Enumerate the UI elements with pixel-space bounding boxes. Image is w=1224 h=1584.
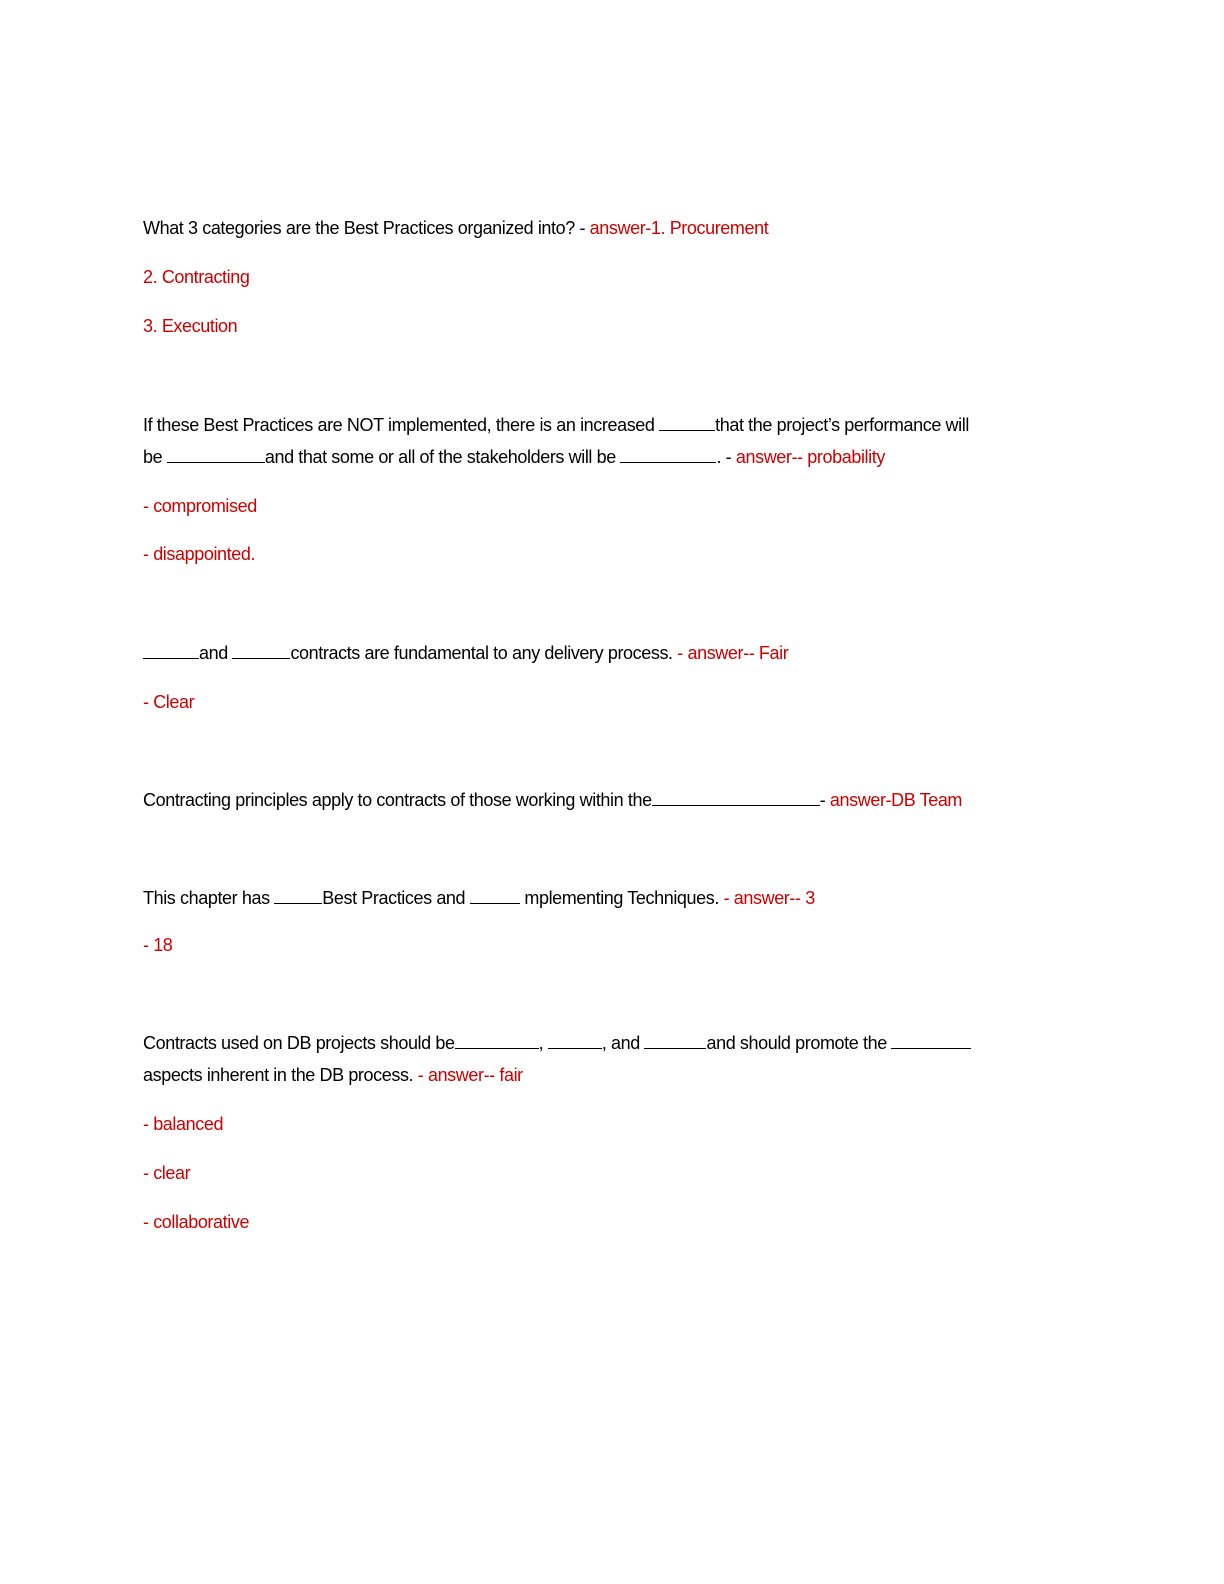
- question-6-text: Contracts used on DB projects should be: [143, 1033, 455, 1053]
- question-5: [143, 887, 1083, 909]
- question-4-answer: answer-DB Team: [829, 790, 963, 810]
- fill-in-blank: [455, 1034, 539, 1049]
- fill-in-blank: [652, 791, 820, 806]
- question-2-answer: answer-- probability: [735, 447, 885, 467]
- fill-in-blank: [167, 448, 265, 463]
- question-5-answer: - answer-- 3: [723, 888, 815, 908]
- answer-item: - disappointed.: [143, 544, 256, 564]
- answer-item: 2. Contracting: [143, 267, 250, 287]
- question-2-text: be: [143, 447, 163, 467]
- answer-item: 3. Execution: [143, 316, 238, 336]
- question-2-text: . -: [716, 447, 732, 467]
- answer-item: - 18: [143, 935, 173, 955]
- fill-in-blank: [891, 1034, 971, 1049]
- fill-in-blank: [548, 1034, 602, 1049]
- answer-item: - clear: [143, 1163, 191, 1183]
- question-6-line-1: [143, 1032, 1083, 1054]
- question-6-answer: - answer-- fair: [417, 1065, 523, 1085]
- question-5-text: mplementing Techniques.: [524, 888, 719, 908]
- question-3: [143, 642, 1083, 664]
- fill-in-blank: [143, 644, 199, 659]
- question-3-text: contracts are fundamental to any delivery process.: [290, 643, 673, 663]
- fill-in-blank: [644, 1034, 706, 1049]
- question-2-text: that the project’s performance will: [715, 415, 969, 435]
- question-5-text: This chapter has: [143, 888, 270, 908]
- question-2-text: If these Best Practices are NOT implemented, there is an increased: [143, 415, 655, 435]
- answer-item: - compromised: [143, 496, 257, 516]
- question-6-line-2: [143, 1064, 1083, 1086]
- fill-in-blank: [232, 644, 290, 659]
- question-1-text: What 3 categories are the Best Practices organized into? -: [143, 218, 586, 238]
- question-1-answer: answer-1. Procurement: [589, 218, 769, 238]
- answer-item: - balanced: [143, 1114, 224, 1134]
- question-6-text: and should promote the: [706, 1033, 887, 1053]
- question-6-text: ,: [538, 1033, 544, 1053]
- answer-item: - collaborative: [143, 1212, 250, 1232]
- question-3-answer: - answer-- Fair: [677, 643, 789, 663]
- question-1: [143, 217, 1083, 239]
- question-4-text: Contracting principles apply to contracts of those working within the: [143, 790, 652, 810]
- question-2-text: and that some or all of the stakeholders will be: [264, 447, 616, 467]
- question-5-text: Best Practices and: [322, 888, 466, 908]
- question-2-line-2: [143, 446, 1083, 468]
- fill-in-blank: [659, 416, 715, 431]
- fill-in-blank: [470, 889, 520, 904]
- question-4: [143, 789, 1083, 811]
- question-3-text: and: [199, 643, 228, 663]
- question-6-text: aspects inherent in the DB process.: [143, 1065, 414, 1085]
- answer-item: - Clear: [143, 692, 195, 712]
- fill-in-blank: [274, 889, 322, 904]
- question-2-line-1: [143, 414, 1083, 436]
- fill-in-blank: [620, 448, 716, 463]
- question-6-text: , and: [601, 1033, 640, 1053]
- question-4-text: -: [819, 790, 826, 810]
